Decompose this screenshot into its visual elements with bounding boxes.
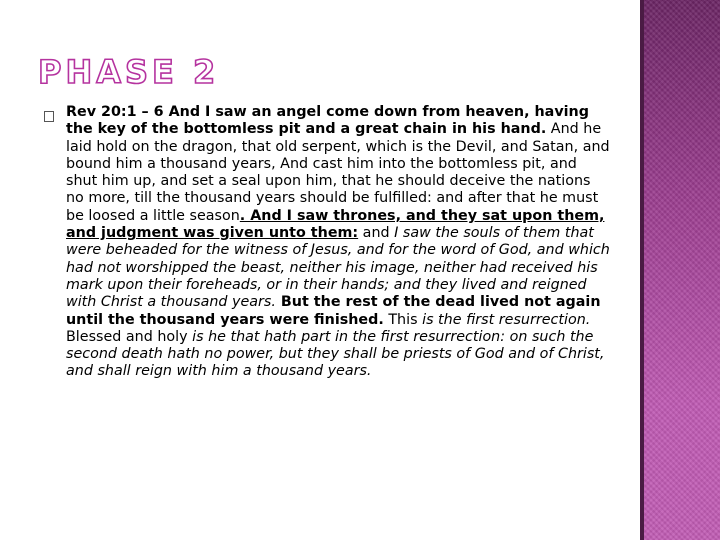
text-segment: . And I saw thrones, and they sat upon them, and judgment was given unto them: [66,207,605,242]
text-segment: and [358,225,395,242]
text-segment: Rev 20:1 – 6 And I saw an angel come down from heaven, having the key of the bottomless pit and a great chain in his hand. [66,104,589,138]
slide-title: PHASE 2 [38,53,220,91]
text-segment: I saw the souls of them that were beheaded for the witness of Jesus, and for the word of God, and which had not worshipped the beast, neither his image, neither had received his mark upon their foreheads, or in their hands; and they lived and reigned with Christ a thousand years. [66,225,610,311]
text-segment: is the first resurrection. [422,311,591,328]
decorative-side-panel [644,0,720,540]
text-segment: Blessed and holy [66,328,193,345]
text-segment: is he that hath part in the first resurrection: on such the second death hath no power, but they shall be priests of God and of Christ, and shall reign with him a thousand years. [66,328,605,380]
bullet-icon [44,111,54,122]
text-segment: And he laid hold on the dragon, that old serpent, which is the Devil, and Satan, and bound him a thousand years, And cast him into the bottomless pit, and shut him up, and set a seal upon him, that he should deceive the nations no more, till the thousand years should be fulfilled: and after that he must be loosed a little season [66,121,610,224]
text-segment: But the rest of the dead lived not again until the thousand years were finished. [66,294,601,328]
text-segment: This [383,311,423,328]
scripture-text [66,104,611,381]
